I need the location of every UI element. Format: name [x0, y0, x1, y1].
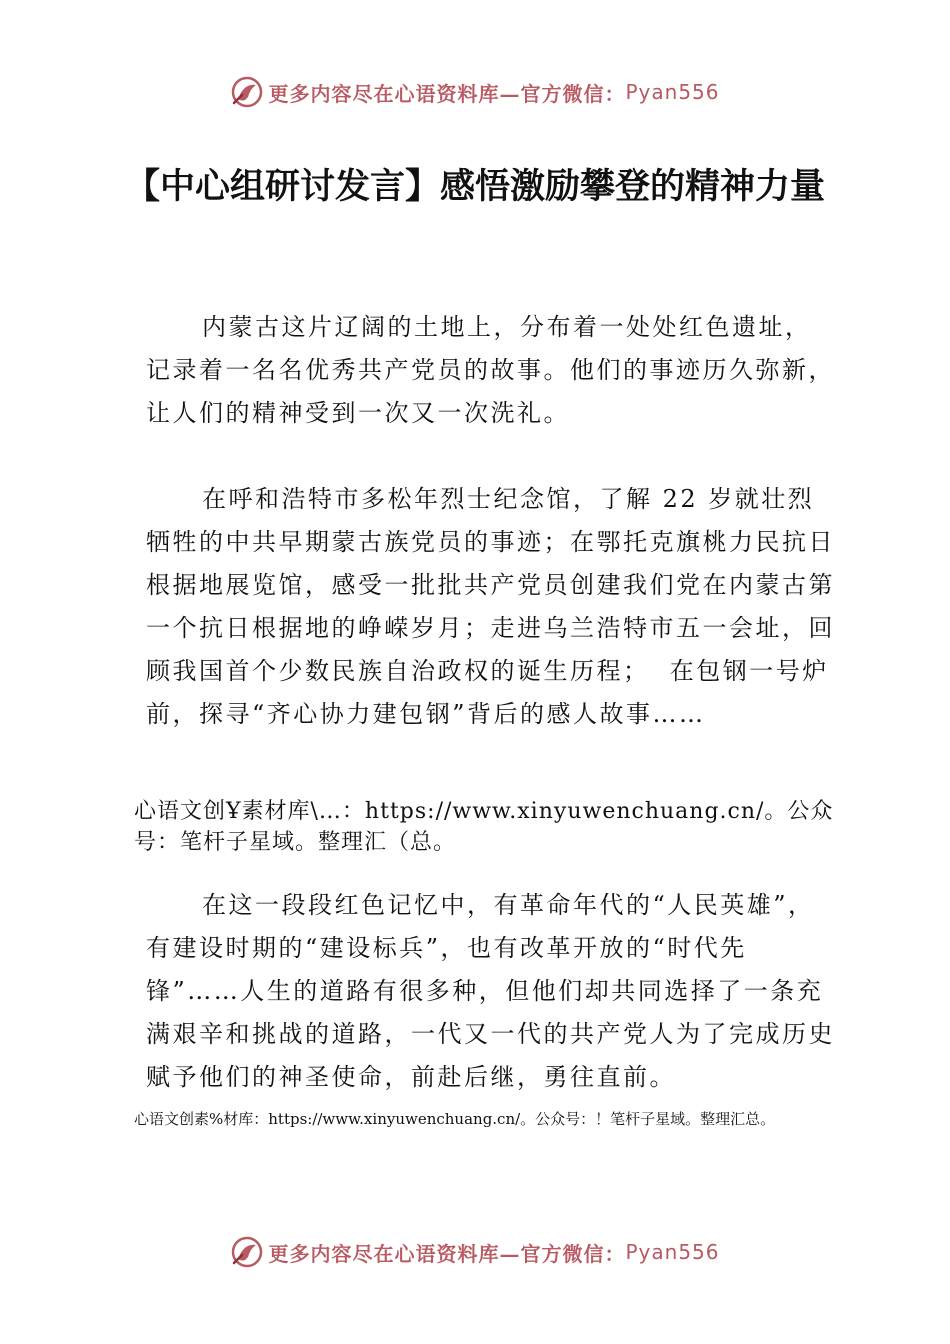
banner-text: 更多内容尽在心语资料库—官方微信：	[268, 1241, 626, 1266]
banner-text: 更多内容尽在心语资料库—官方微信：	[268, 81, 626, 106]
page-title: 【中心组研讨发言】感悟激励攀登的精神力量	[124, 167, 825, 207]
paragraph-2: 在呼和浩特市多松年烈士纪念馆，了解 22 岁就壮烈牺牲的中共早期蒙古族党员的事迹；在鄂托克旗桃力民抗日根据地展览馆，感受一批批共产党员创建我们党在内蒙古第一个抗日根据地的峥嵘岁月；走进乌兰浩特市五一会址，回顾我国首个少数民族自治政权的诞生历程； 在包钢一号炉前，探寻“齐心协力建包钢”背后的感人故事……	[146, 485, 835, 728]
watermark-text-1: 心语文创Ұ素材库\…：https://www.xinyuwenchuang.cn/。公众号：笔杆子星域。整理汇（总。	[134, 799, 834, 855]
banner-wechat-id: Pyan556	[625, 1240, 720, 1264]
watermark-text-2: 心语文创素%材库：https://www.xinyuwenchuang.cn/。公众号：！笔杆子星域。整理汇总。	[134, 1110, 776, 1128]
paragraph-1: 内蒙古这片辽阔的土地上，分布着一处处红色遗址，记录着一名名优秀共产党员的故事。他们的事迹历久弥新，让人们的精神受到一次又一次洗礼。	[146, 313, 835, 427]
header-banner	[0, 72, 950, 112]
xinyu-logo-icon	[230, 1235, 264, 1269]
footer-banner	[0, 1232, 950, 1272]
paragraph-3: 在这一段段红色记忆中，有革命年代的“人民英雄”，有建设时期的“建设标兵”，也有改革开放的“时代先锋”……人生的道路有很多种，但他们却共同选择了一条充满艰辛和挑战的道路，一代又一代的共产党人为了完成历史赋予他们的神圣使命，前赴后继，勇往直前。	[146, 891, 835, 1091]
xinyu-logo-icon	[230, 75, 264, 109]
banner-wechat-id: Pyan556	[625, 80, 720, 104]
